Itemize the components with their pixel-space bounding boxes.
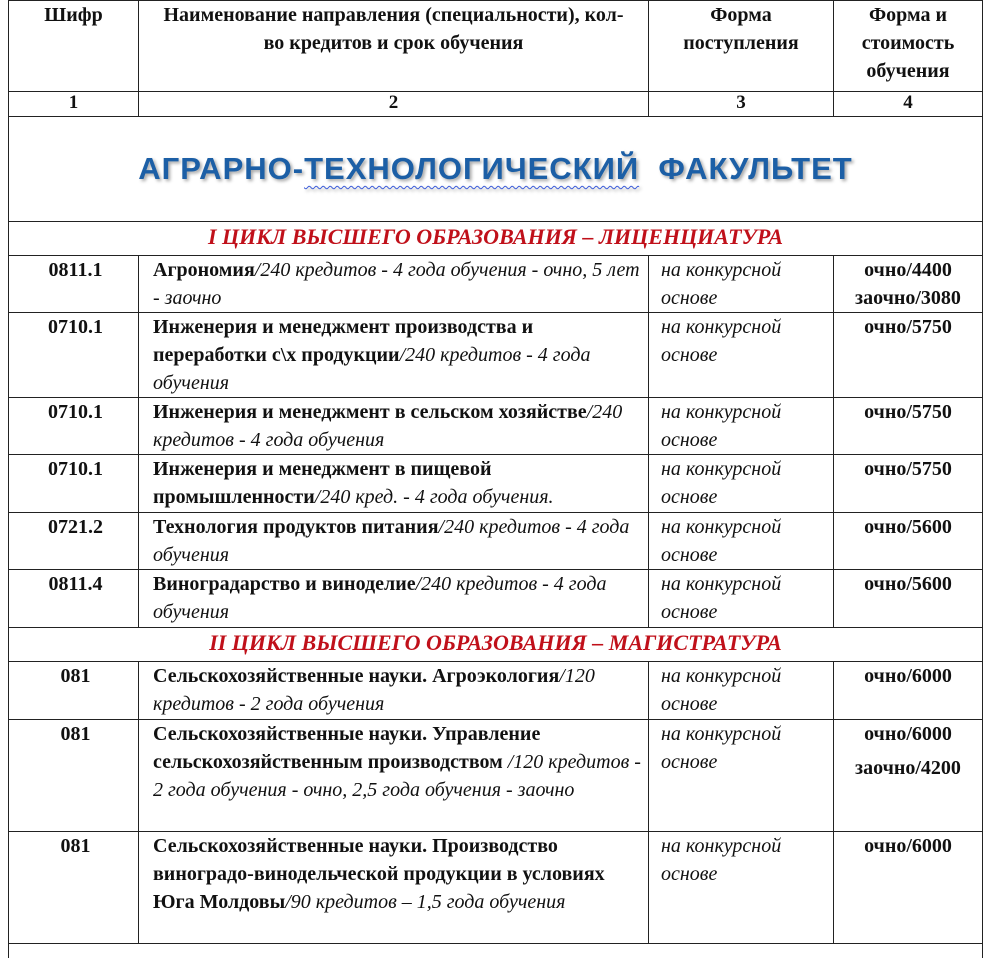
- program-row: [9, 513, 983, 570]
- cycle-heading: I ЦИКЛ ВЫСШЕГО ОБРАЗОВАНИЯ – ЛИЦЕНЦИАТУРА: [9, 222, 983, 256]
- admission-form: на конкурсной основе: [649, 398, 834, 455]
- program-name: Инженерия и менеджмент в пищевой промышленности/240 кред. - 4 года обучения.: [139, 455, 649, 513]
- admission-form: на конкурсной основе: [649, 256, 834, 313]
- program-name: Инженерия и менеджмент в сельском хозяйстве/240 кредитов - 4 года обучения: [139, 398, 649, 455]
- program-name: Сельскохозяйственные науки. Агроэкология/120 кредитов - 2 года обучения: [139, 662, 649, 720]
- program-row: [9, 398, 983, 455]
- program-row: [9, 720, 983, 832]
- program-row: [9, 256, 983, 313]
- header-code: Шифр: [9, 1, 139, 92]
- cycle-heading-row: [9, 628, 983, 662]
- column-number: 4: [834, 92, 983, 117]
- program-row: [9, 455, 983, 513]
- program-row: [9, 832, 983, 944]
- header-cost: Форма и стоимость обучения: [834, 1, 983, 92]
- admission-form: на конкурсной основе: [649, 313, 834, 398]
- program-code: 0811.4: [9, 570, 139, 628]
- program-name: Технология продуктов питания/240 кредитов - 4 года обучения: [139, 513, 649, 570]
- study-cost: очно/6000: [834, 662, 983, 720]
- table-tail-row: [9, 944, 983, 958]
- admission-form: на конкурсной основе: [649, 720, 834, 832]
- program-name: Агрономия/240 кредитов - 4 года обучения - очно, 5 лет - заочно: [139, 256, 649, 313]
- program-code: 081: [9, 662, 139, 720]
- table-tail: [9, 944, 983, 958]
- study-cost: очно/5750: [834, 455, 983, 513]
- admission-form: на конкурсной основе: [649, 662, 834, 720]
- program-row: [9, 662, 983, 720]
- program-code: 0811.1: [9, 256, 139, 313]
- column-number: 2: [139, 92, 649, 117]
- study-cost: очно/5750: [834, 398, 983, 455]
- admission-form: на конкурсной основе: [649, 455, 834, 513]
- admission-form: на конкурсной основе: [649, 832, 834, 944]
- study-cost: очно/6000 заочно/4200: [834, 720, 983, 832]
- program-name: Сельскохозяйственные науки. Управление сельскохозяйственным производством /120 кредитов - 2 года обучения - очно, 2,5 года обучения - заочно: [139, 720, 649, 832]
- cycle-heading-row: [9, 222, 983, 256]
- program-code: 0710.1: [9, 455, 139, 513]
- header-name: Наименование направления (специальности), кол-во кредитов и срок обучения: [139, 1, 649, 92]
- header-admission-form: Форма поступления: [649, 1, 834, 92]
- program-name: Сельскохозяйственные науки. Производство виноградо-винодельческой продукции в условиях Юга Молдовы/90 кредитов – 1,5 года обучения: [139, 832, 649, 944]
- faculty-row: [9, 117, 983, 222]
- column-number: 3: [649, 92, 834, 117]
- study-cost: очно/6000: [834, 832, 983, 944]
- study-cost: очно/5600: [834, 513, 983, 570]
- admissions-table: [8, 0, 983, 958]
- program-name: Инженерия и менеджмент производства и переработки с\х продукции/240 кредитов - 4 года обучения: [139, 313, 649, 398]
- program-code: 081: [9, 832, 139, 944]
- program-code: 0710.1: [9, 313, 139, 398]
- program-row: [9, 313, 983, 398]
- faculty-title: АГРАРНО-ТЕХНОЛОГИЧЕСКИЙ ФАКУЛЬТЕТ: [124, 145, 866, 193]
- column-number: 1: [9, 92, 139, 117]
- admission-form: на конкурсной основе: [649, 570, 834, 628]
- header-row: [9, 1, 983, 92]
- program-code: 0710.1: [9, 398, 139, 455]
- study-cost: очно/5750: [834, 313, 983, 398]
- program-name: Виноградарство и виноделие/240 кредитов - 4 года обучения: [139, 570, 649, 628]
- program-code: 0721.2: [9, 513, 139, 570]
- faculty-cell: [9, 117, 983, 222]
- column-number-row: [9, 92, 983, 117]
- cycle-heading: II ЦИКЛ ВЫСШЕГО ОБРАЗОВАНИЯ – МАГИСТРАТУРА: [9, 628, 983, 662]
- admission-form: на конкурсной основе: [649, 513, 834, 570]
- program-code: 081: [9, 720, 139, 832]
- study-cost: очно/4400 заочно/3080: [834, 256, 983, 313]
- program-row: [9, 570, 983, 628]
- study-cost: очно/5600: [834, 570, 983, 628]
